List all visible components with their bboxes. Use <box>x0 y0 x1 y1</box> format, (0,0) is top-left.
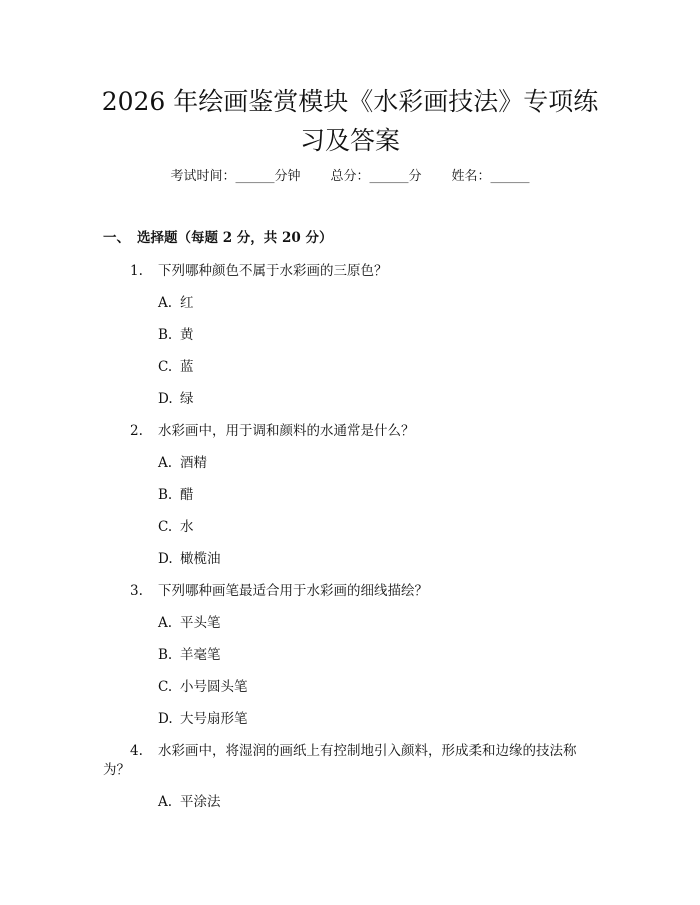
option-letter: D. <box>158 711 173 727</box>
option-3c <box>158 678 248 696</box>
time-label: 考试时间： <box>170 169 236 184</box>
option-2a <box>158 454 207 472</box>
score-unit: 分 <box>408 169 422 184</box>
title-line-2: 习及答案 <box>299 126 400 155</box>
question-text: 下列哪种颜色不属于水彩画的三原色？ <box>158 263 388 279</box>
option-2d <box>158 550 221 568</box>
option-letter: C. <box>158 519 173 535</box>
time-blank: ______ <box>235 169 275 184</box>
question-number: 1. <box>130 263 143 279</box>
option-2b <box>158 486 194 504</box>
option-text: 绿 <box>180 391 194 407</box>
name-blank: ______ <box>490 169 530 184</box>
question-text: 下列哪种画笔最适合用于水彩画的细线描绘？ <box>158 583 428 599</box>
option-letter: D. <box>158 391 173 407</box>
option-letter: A. <box>158 295 173 311</box>
score-label: 总分： <box>330 169 370 184</box>
question-text: 水彩画中，用于调和颜料的水通常是什么？ <box>158 423 415 439</box>
option-letter: D. <box>158 551 173 567</box>
option-letter: B. <box>158 487 173 503</box>
time-unit: 分钟 <box>274 169 301 184</box>
option-3d <box>158 710 248 728</box>
option-2c <box>158 518 194 536</box>
option-letter: A. <box>158 794 173 810</box>
page-title <box>90 82 610 160</box>
option-1b <box>158 326 194 344</box>
option-1a <box>158 294 194 312</box>
option-text: 小号圆头笔 <box>180 679 248 695</box>
question-number: 3. <box>130 583 143 599</box>
question-text-line-2: 为？ <box>103 762 130 778</box>
option-text: 羊毫笔 <box>180 647 221 663</box>
name-label: 姓名： <box>451 169 491 184</box>
option-text: 大号扇形笔 <box>180 711 248 727</box>
score-blank: ______ <box>369 169 409 184</box>
option-3a <box>158 614 221 632</box>
option-text: 水 <box>180 519 194 535</box>
option-text: 平头笔 <box>180 615 221 631</box>
question-number: 4. <box>130 743 143 759</box>
section-number: 一、 <box>103 230 130 246</box>
option-text: 红 <box>180 295 194 311</box>
option-4a <box>158 793 221 811</box>
option-3b <box>158 646 221 664</box>
question-number: 2. <box>130 423 143 439</box>
option-letter: A. <box>158 615 173 631</box>
option-letter: B. <box>158 647 173 663</box>
option-letter: B. <box>158 327 173 343</box>
exam-info-line <box>0 168 700 186</box>
title-line-1: 2026 年绘画鉴赏模块《水彩画技法》专项练 <box>101 87 599 116</box>
option-text: 橄榄油 <box>180 551 221 567</box>
section-title: 选择题（每题 2 分，共 20 分） <box>137 230 333 246</box>
option-letter: A. <box>158 455 173 471</box>
option-text: 黄 <box>180 327 194 343</box>
option-1c <box>158 358 194 376</box>
option-text: 蓝 <box>180 359 194 375</box>
option-text: 醋 <box>180 487 194 503</box>
option-text: 平涂法 <box>180 794 221 810</box>
option-1d <box>158 390 194 408</box>
option-text: 酒精 <box>180 455 207 471</box>
option-letter: C. <box>158 359 173 375</box>
question-text-line-1: 水彩画中，将湿润的画纸上有控制地引入颜料，形成柔和边缘的技法称 <box>158 743 577 759</box>
section-heading <box>103 229 332 247</box>
option-letter: C. <box>158 679 173 695</box>
